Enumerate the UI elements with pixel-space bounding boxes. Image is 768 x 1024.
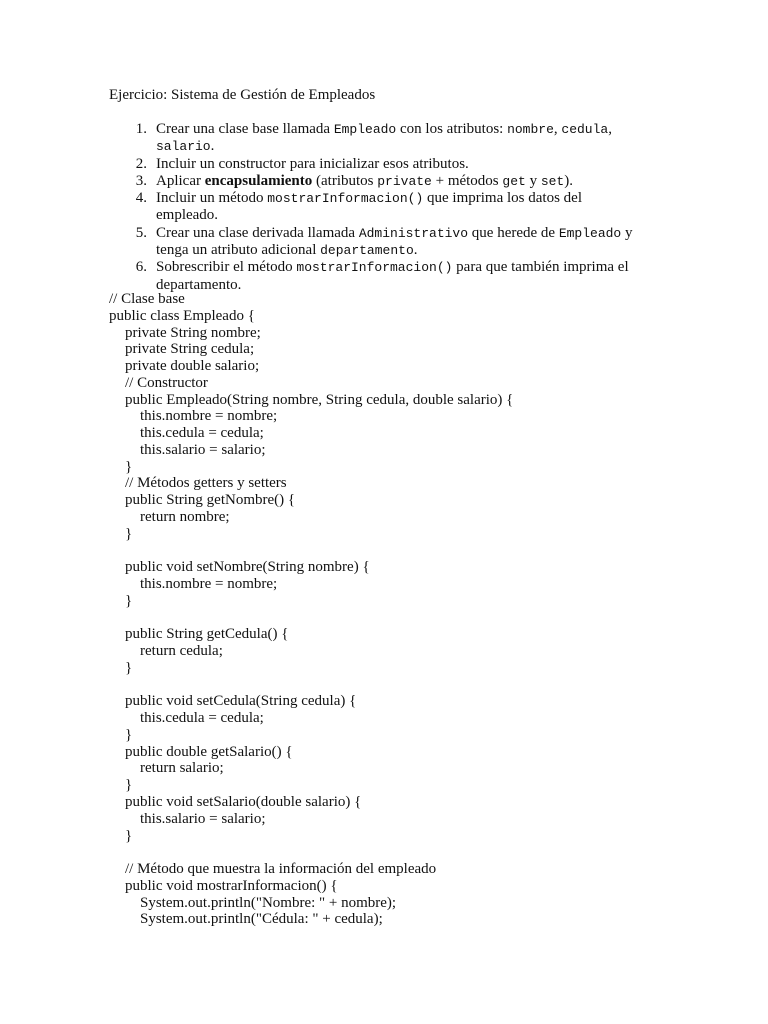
code-term: mostrarInformacion() [296, 260, 453, 276]
code-line [109, 610, 513, 627]
code-term: salario [156, 139, 211, 155]
code-line: public void setCedula(String cedula) { [125, 693, 357, 710]
code-term: private [377, 173, 432, 189]
list-item [0, 156, 646, 173]
code-line: // Métodos getters y setters [125, 475, 287, 492]
code-line: return salario; [140, 760, 224, 777]
code-line: public double getSalario() { [125, 743, 293, 760]
item-text: (atributos [312, 172, 378, 189]
code-line: this.nombre = nombre; [140, 408, 278, 425]
code-line: public String getNombre() { [125, 492, 296, 509]
code-term: cedula [561, 122, 609, 137]
code-line: // Constructor [125, 374, 208, 391]
list-item [0, 173, 646, 190]
code-line: public String getCedula() { [125, 626, 289, 643]
list-item [0, 190, 646, 225]
item-text: Crear una clase base llamada [156, 121, 334, 137]
code-term: departamento [320, 243, 414, 259]
code-term: nombre [507, 122, 554, 137]
code-line: this.cedula = cedula; [140, 710, 264, 727]
code-line: private double salario; [125, 358, 260, 375]
item-text: . [210, 138, 215, 155]
item-number: 5. [135, 224, 147, 241]
item-text: que imprima los datos del empleado. [156, 190, 582, 224]
code-line: } [125, 458, 133, 475]
code-line [109, 844, 513, 861]
instruction-list [0, 121, 768, 294]
item-text: Aplicar [156, 172, 205, 189]
code-term: set [540, 173, 565, 189]
code-line: public void mostrarInformacion() { [125, 877, 338, 894]
item-text: Incluir un método [156, 190, 268, 207]
item-text: , [553, 121, 562, 137]
code-term: get [502, 173, 526, 189]
item-text: , [608, 121, 612, 137]
list-item [0, 225, 646, 260]
code-line: } [125, 777, 133, 794]
code-line: // Método que muestra la información del empleado [125, 861, 437, 878]
item-text: que herede de [468, 224, 559, 241]
code-line: // Clase base [109, 291, 185, 307]
item-text: y [525, 172, 541, 189]
code-line: System.out.println("Cédula: " + cedula); [140, 911, 383, 928]
code-line [109, 542, 513, 559]
exercise-title: Ejercicio: Sistema de Gestión de Empleados [109, 87, 376, 103]
code-line: } [125, 592, 133, 609]
code-line: return cedula; [140, 643, 223, 660]
code-line: private String nombre; [125, 324, 261, 341]
item-number: 1. [135, 121, 147, 137]
code-line: this.nombre = nombre; [140, 576, 278, 593]
code-line: public void setSalario(double salario) { [125, 793, 362, 810]
item-text: para que también imprima el departamento. [156, 259, 629, 293]
list-item [0, 121, 646, 156]
item-number: 2. [135, 155, 147, 172]
item-text: con los atributos: [396, 121, 508, 137]
code-line: } [125, 525, 133, 542]
list-item [0, 259, 646, 294]
code-line: this.cedula = cedula; [140, 425, 264, 442]
item-text: ). [564, 172, 573, 189]
code-block [109, 291, 513, 928]
code-line: public Empleado(String nombre, String cedula, double salario) { [125, 391, 514, 408]
code-line: public void setNombre(String nombre) { [125, 559, 370, 576]
bold-term: encapsulamiento [204, 172, 313, 189]
code-line: private String cedula; [125, 341, 255, 358]
item-text: . [413, 242, 418, 259]
code-line: this.salario = salario; [140, 810, 266, 827]
code-line: } [125, 726, 133, 743]
code-line: return nombre; [140, 508, 230, 525]
code-term: Empleado [333, 122, 397, 137]
item-text: Crear una clase derivada llamada [156, 224, 359, 241]
code-term: mostrarInformacion() [267, 191, 424, 207]
code-line [109, 677, 513, 694]
code-line: } [125, 827, 133, 844]
code-line: System.out.println("Nombre: " + nombre); [140, 894, 397, 911]
item-number: 6. [135, 259, 147, 276]
item-text: Incluir un constructor para inicializar esos atributos. [156, 155, 469, 172]
code-line: } [125, 659, 133, 676]
code-line: public class Empleado { [109, 307, 255, 324]
item-number: 4. [135, 190, 147, 207]
code-line: this.salario = salario; [140, 441, 266, 458]
item-text: y tenga un atributo adicional [156, 224, 633, 259]
item-text: Sobrescribir el método [156, 259, 297, 276]
item-number: 3. [135, 172, 147, 189]
code-term: Empleado [558, 225, 622, 241]
code-term: Administrativo [358, 225, 469, 241]
item-text: + métodos [431, 172, 503, 189]
